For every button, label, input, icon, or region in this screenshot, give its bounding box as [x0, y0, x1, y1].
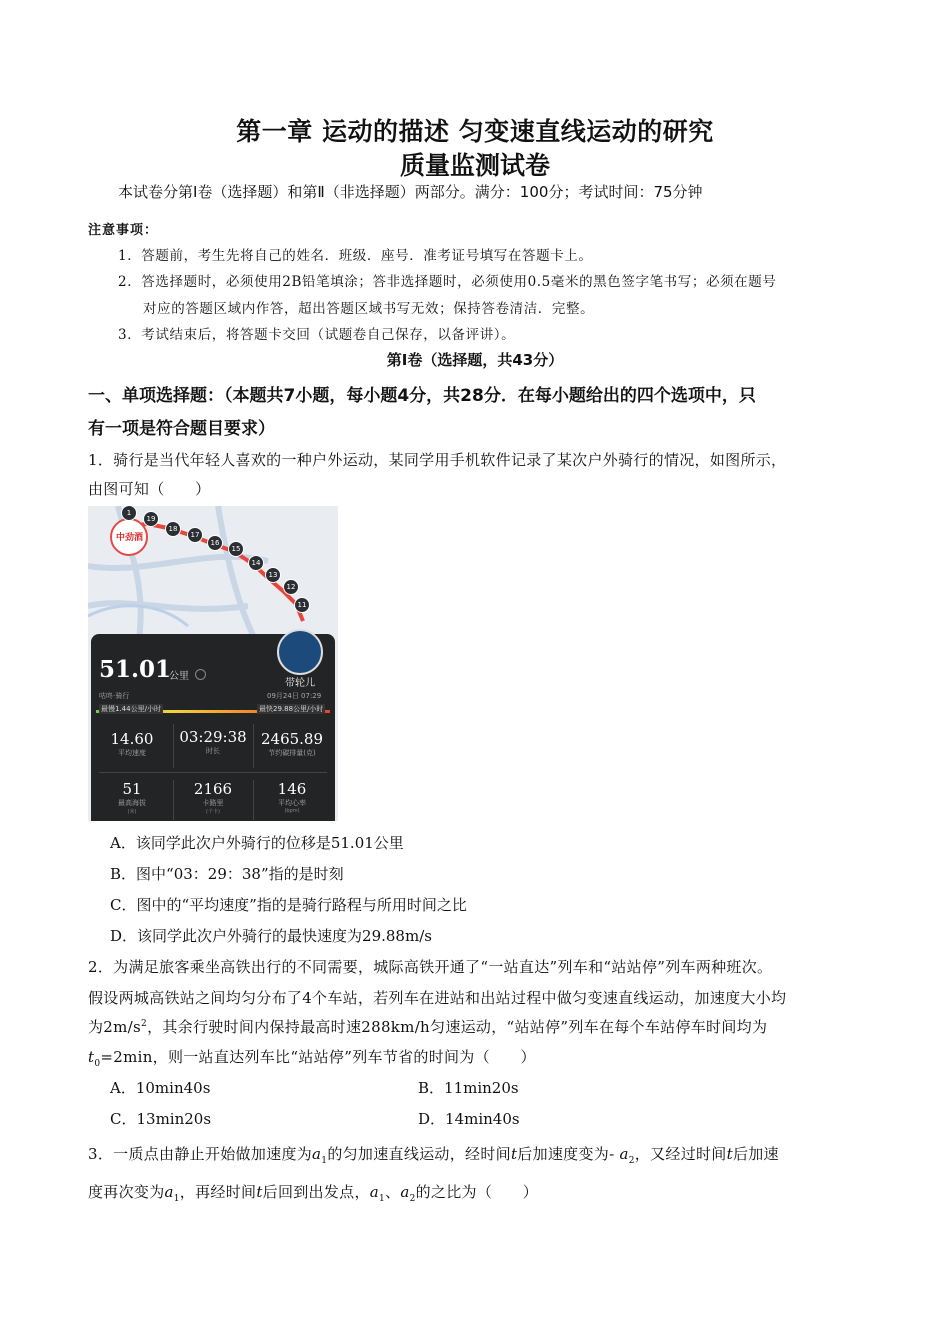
- q2-option-a: A．10min40s: [110, 1079, 211, 1097]
- notice-item: 1．答题前，考生先将自己的姓名．班级．座号．准考证号填写在答题卡上。: [118, 248, 593, 264]
- stat-carbon: 2465.89 节约碳排量(克): [260, 730, 324, 757]
- question-2-text-cont: $t_0=2\min$，则一站直达列车比“站站停”列车节省的时间为（ ）: [88, 1048, 536, 1069]
- user-name: 带轮儿: [285, 678, 315, 689]
- question-1-text: 1．骑行是当代年轻人喜欢的一种户外运动，某同学用手机软件记录了某次户外骑行的情况，如图所示，: [88, 451, 787, 469]
- route-marker: 13: [265, 567, 281, 583]
- q1-option-c: C．图中的“平均速度”指的是骑行路程与所用时间之比: [110, 896, 467, 914]
- part-heading: 一、单项选择题：（本题共7小题，每小题4分，共28分．在每小题给出的四个选项中，只: [88, 386, 756, 406]
- question-2-text-cont: 假设两城高铁站之间均匀分布了4个车站，若列车在进站和出站过程中做匀变速直线运动，加速度大小均: [88, 989, 787, 1007]
- route-marker: 15: [228, 541, 244, 557]
- activity-datetime: 09月24日 07:29: [267, 692, 322, 700]
- route-marker: 17: [187, 527, 203, 543]
- exam-intro: 本试卷分第Ⅰ卷（选择题）和第Ⅱ（非选择题）两部分。满分：100分；考试时间：75分钟: [118, 183, 703, 201]
- q2-option-b: B．11min20s: [418, 1079, 519, 1097]
- page-title: 第一章 运动的描述 匀变速直线运动的研究: [236, 117, 714, 146]
- route-marker: 18: [165, 521, 181, 537]
- stat-duration: 03:29:38 时长: [179, 728, 247, 755]
- route-marker: 19: [143, 511, 159, 527]
- notice-item: 3．考试结束后，将答题卡交回（试题卷自己保存，以备评讲）。: [118, 327, 516, 343]
- max-speed-label: 最快29.88公里/小时: [259, 705, 324, 713]
- distance-unit: 公里: [169, 671, 189, 682]
- section-heading: 第Ⅰ卷（选择题，共43分）: [386, 351, 564, 369]
- route-marker: 14: [248, 555, 264, 571]
- stat-heart-rate: 146 平均心率 (bpm): [277, 780, 307, 814]
- activity-card: [91, 634, 335, 821]
- avatar: [277, 629, 323, 675]
- q1-option-a: A．该同学此次户外骑行的位移是51.01公里: [110, 834, 404, 852]
- q2-option-c: C．13min20s: [110, 1110, 212, 1128]
- q1-option-d: D．该同学此次户外骑行的最快速度为29.88m/s: [110, 927, 432, 945]
- divider: [99, 772, 327, 773]
- question-1-text-cont: 由图可知（ ）: [88, 480, 211, 498]
- sponsor-logo: 中劲酒: [110, 518, 148, 556]
- cycling-app-screenshot: [88, 506, 338, 821]
- question-3-text-cont: 度再次变为$a_1$，再经时间t后回到出发点，$a_1$、$a_2$的之比为（ ）: [88, 1183, 539, 1204]
- q2-option-d: D．14min40s: [418, 1110, 520, 1128]
- activity-type: 咕咚·骑行: [99, 692, 130, 700]
- question-2-text: 2．为满足旅客乘坐高铁出行的不同需要，城际高铁开通了“一站直达”列车和“站站停”列车两种班次。: [88, 958, 773, 976]
- distance-value: 51.01: [99, 656, 172, 683]
- notice-item: 对应的答题区域内作答，超出答题区域书写无效；保持答卷清洁．完整。: [143, 301, 595, 317]
- route-marker: 11: [294, 597, 310, 613]
- route-marker: 16: [207, 535, 223, 551]
- stat-calories: 2166 卡路里 (千卡): [193, 780, 233, 815]
- notice-heading: 注意事项：: [88, 223, 159, 238]
- info-icon: [195, 669, 206, 680]
- stat-altitude: 51 最高海拔 (米): [118, 780, 146, 815]
- question-3-text: 3．一质点由静止开始做加速度为$a_1$的匀加速直线运动，经时间t后加速度变为- $a_2$，又经过时间t后加速: [88, 1145, 779, 1166]
- part-heading-cont: 有一项是符合题目要求）: [88, 419, 275, 439]
- stat-avg-speed: 14.60 平均速度: [110, 730, 154, 757]
- route-marker: 12: [283, 579, 299, 595]
- page-subtitle: 质量监测试卷: [399, 151, 550, 180]
- q1-option-b: B．图中“03：29：38”指的是时刻: [110, 865, 344, 883]
- route-marker: 1: [121, 506, 137, 521]
- question-2-text-cont: 为$2m/s^2$，其余行驶时间内保持最高时速288km/h匀速运动，“站站停”列车在每个车站停车时间均为: [88, 1018, 768, 1036]
- notice-item: 2．答选择题时，必须使用2B铅笔填涂；答非选择题时，必须使用0.5毫米的黑色签字笔书写；必须在题号: [118, 274, 777, 290]
- min-speed-label: 最慢1.44公里/小时: [101, 705, 161, 713]
